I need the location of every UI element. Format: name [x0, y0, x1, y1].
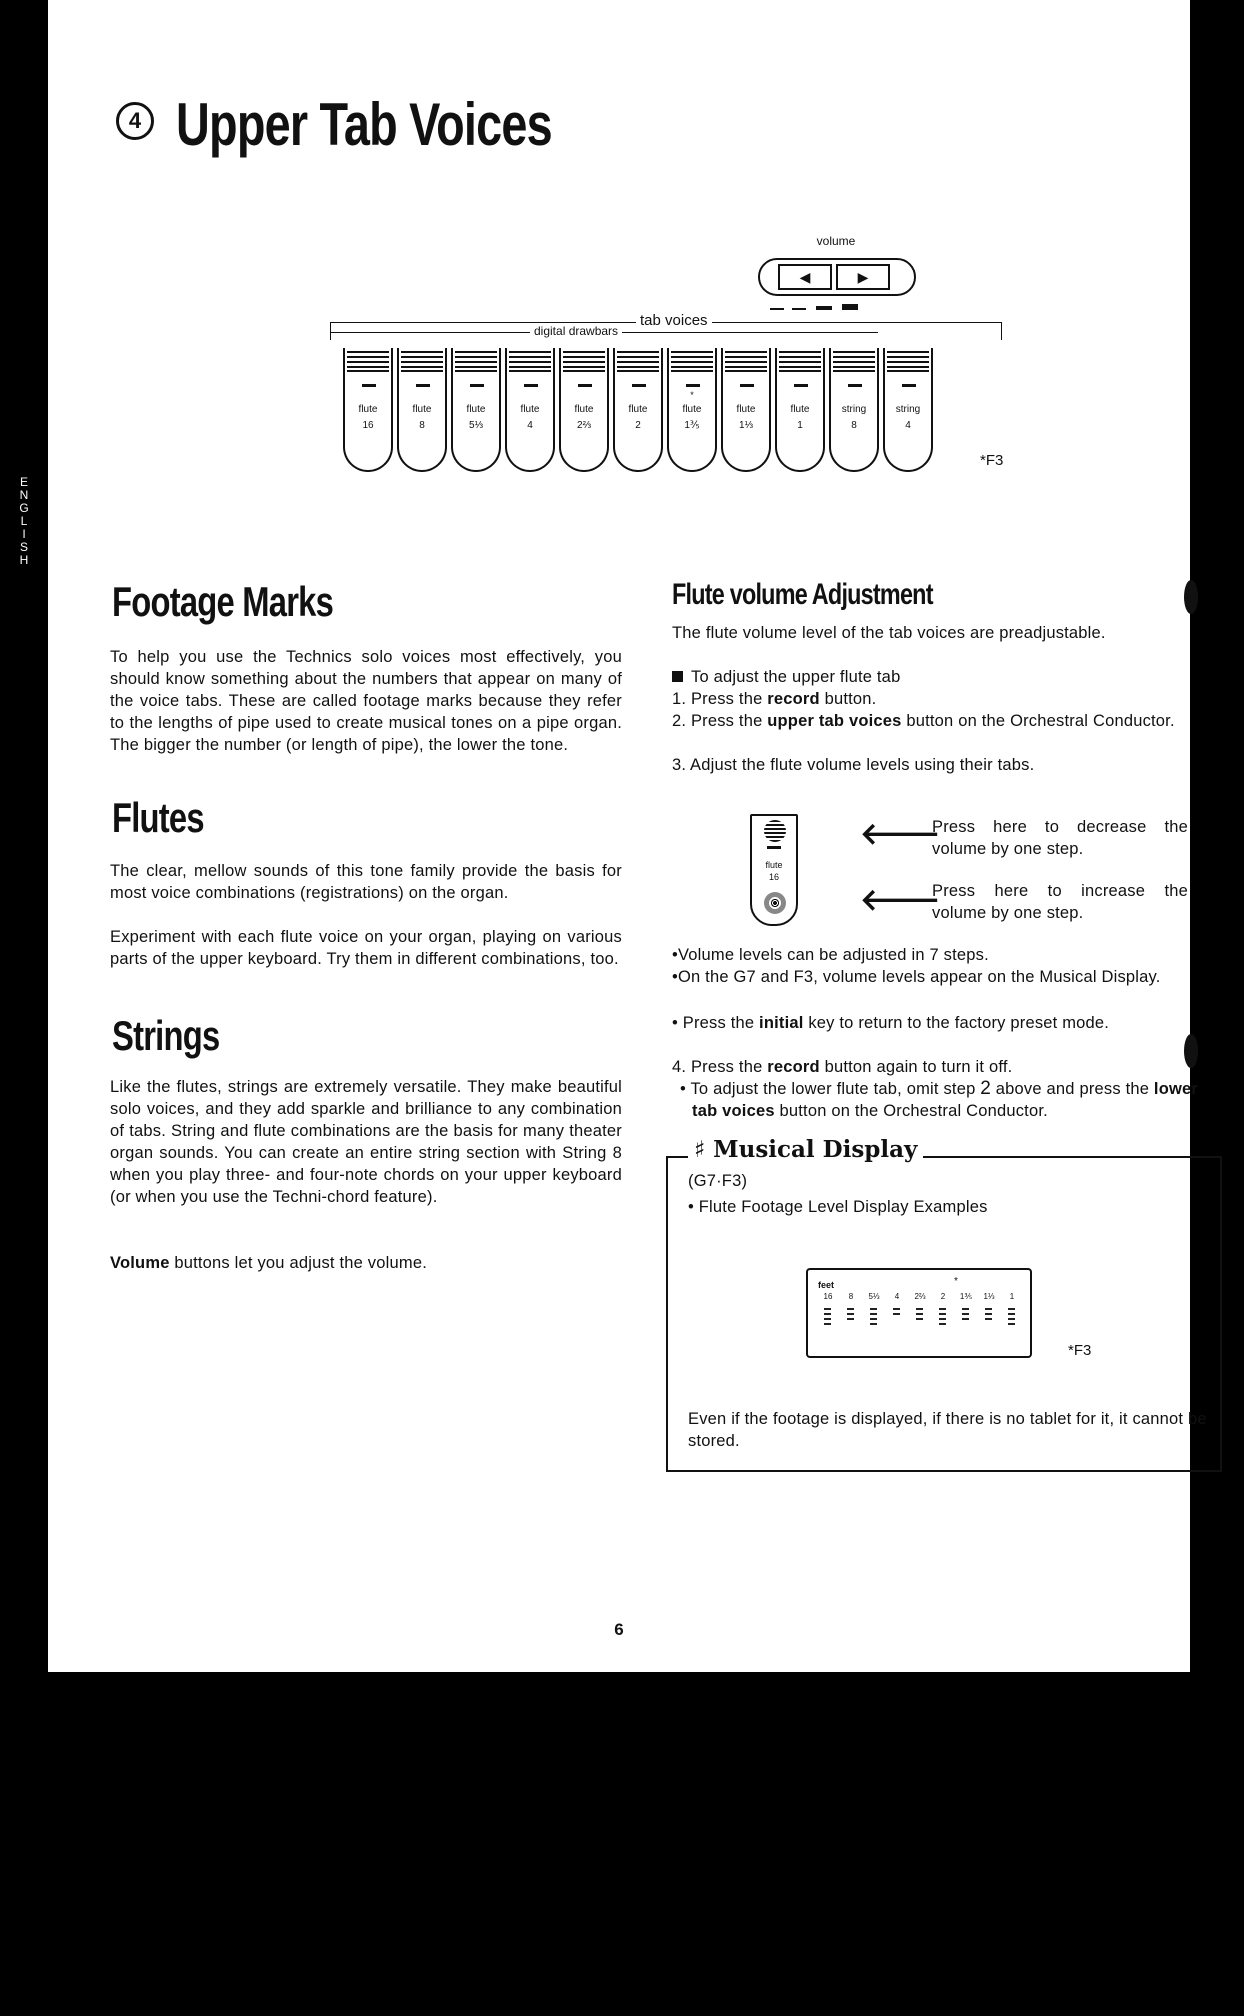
lcd-level-bar — [870, 1308, 877, 1310]
footage-marks-text: To help you use the Technics solo voices most effectively, you should know something about the numbers that appear on many of the voice tabs. These are called footage marks because they refer to the lengths of pipe used to create musical tones on a pipe organ. The bigger the number (or length of pipe), the lower the tone. — [110, 648, 622, 754]
lcd-display — [806, 1268, 1032, 1358]
tab-stripes — [887, 348, 929, 372]
drawbars-label: digital drawbars — [530, 324, 622, 338]
display-f3-note: *F3 — [1068, 1342, 1092, 1359]
lang-letter: G — [19, 501, 29, 515]
flutes-text-2: Experiment with each flute voice on your organ, playing on various parts of the upper keyboard. Try them in different combinations, too. — [110, 928, 622, 968]
volume-buttons — [758, 258, 916, 296]
section-number-badge — [116, 102, 154, 140]
lcd-level-bar — [870, 1318, 877, 1320]
lang-letter: I — [22, 527, 26, 541]
tab-name: string — [841, 404, 867, 415]
tab-level-dash — [362, 384, 376, 387]
tab-stripes — [509, 348, 551, 372]
mini-tab-bottom-button[interactable] — [764, 892, 786, 914]
tab-name: flute — [520, 404, 540, 415]
step-2: 2. Press the upper tab voices button on the Orchestral Conductor. — [672, 712, 1175, 730]
square-bullet-icon — [672, 671, 683, 682]
f3-note: *F3 — [980, 452, 1004, 469]
arrow-left-icon: 🡐 — [860, 818, 941, 851]
lcd-foot-label: 5⅓ — [868, 1292, 880, 1301]
flute-volume-intro: The flute volume level of the tab voices are preadjustable. — [672, 624, 1106, 642]
footage-marks-heading: Footage Marks — [112, 578, 334, 625]
tab-footage: 8 — [419, 420, 425, 431]
lcd-level-bar — [916, 1318, 923, 1320]
lcd-level-bar — [962, 1318, 969, 1320]
tab-level-dash — [632, 384, 646, 387]
voice-tab[interactable] — [505, 348, 555, 472]
page-title: Upper Tab Voices — [176, 91, 552, 158]
voice-tab[interactable] — [667, 348, 717, 472]
tab-footage: 2 — [635, 420, 641, 431]
tab-footage: 16 — [362, 420, 374, 431]
tab-name: flute — [736, 404, 756, 415]
arrow-left-icon: 🡐 — [860, 884, 941, 917]
strings-text: Like the flutes, strings are extremely versatile. They make beautiful solo voices, and they add sparkle and brilliance to any combination of tabs. String and flute combinations are the basis for many theater organ sounds. You can create an entire string section with String 8 when you play three- and four-note chords on your upper keyboard (or when you use the Techni-chord feature). — [110, 1078, 622, 1206]
lcd-level-bar — [893, 1313, 900, 1315]
tab-name: flute — [574, 404, 594, 415]
tab-name: flute — [412, 404, 432, 415]
volume-label: volume — [816, 234, 856, 248]
lcd-star: * — [954, 1276, 958, 1287]
lcd-foot-label: 1 — [1009, 1292, 1015, 1301]
step-5: • To adjust the lower flute tab, omit step 2 above and press the lower tab voices button on the Orchestral Conductor. — [680, 1078, 1199, 1120]
tab-stripes — [833, 348, 875, 372]
note-1: •Volume levels can be adjusted in 7 steps. — [672, 946, 989, 964]
section-number: 4 — [128, 108, 142, 133]
lcd-foot-label: 8 — [848, 1292, 854, 1301]
mini-tab-name: flute — [765, 860, 783, 870]
tab-stripes — [725, 348, 767, 372]
lcd-level-bar — [939, 1308, 946, 1310]
lang-letter: N — [19, 488, 29, 502]
tab-level-dash — [578, 384, 592, 387]
upper-tab-bullet-text: To adjust the upper flute tab — [691, 668, 901, 686]
lcd-level-bar — [985, 1308, 992, 1310]
note-3: • Press the initial key to return to the factory preset mode. — [672, 1014, 1110, 1032]
voice-tab[interactable] — [559, 348, 609, 472]
tab-stripes — [455, 348, 497, 372]
tab-name: flute — [466, 404, 486, 415]
lcd-level-bar — [847, 1313, 854, 1315]
lcd-foot-label: 16 — [823, 1292, 833, 1301]
language-tab — [0, 436, 48, 606]
flutes-heading: Flutes — [112, 794, 204, 841]
lcd-level-bar — [939, 1323, 946, 1325]
tab-footage: 1 — [797, 420, 803, 431]
tab-star: * — [690, 390, 694, 400]
page-number: 6 — [614, 1620, 624, 1639]
binder-hole-mark — [1184, 580, 1198, 614]
lcd-level-bar — [870, 1313, 877, 1315]
mini-tab-top-button[interactable] — [764, 820, 786, 842]
tab-level-dash — [416, 384, 430, 387]
lang-letter: E — [19, 475, 28, 489]
volume-note-bold: Volume — [110, 1254, 170, 1272]
step-4: 4. Press the record button again to turn it off. — [672, 1058, 1013, 1076]
tab-name: flute — [790, 404, 810, 415]
volume-down-button[interactable]: ◀ — [778, 264, 832, 290]
lcd-level-bar — [847, 1308, 854, 1310]
lcd-foot-label: 1⅗ — [959, 1292, 973, 1301]
step-3: 3. Adjust the flute volume levels using their tabs. — [672, 756, 1035, 774]
lcd-foot-label: 2 — [940, 1292, 946, 1301]
tab-footage: 1⅗ — [684, 420, 700, 431]
lcd-level-bar — [939, 1313, 946, 1315]
lcd-foot-label: 2⅔ — [914, 1292, 926, 1301]
mini-tab-foot: 16 — [768, 872, 779, 882]
tab-level-dash — [902, 384, 916, 387]
voice-tab[interactable] — [883, 348, 933, 472]
tab-footage: 4 — [905, 420, 911, 431]
tab-stripes — [401, 348, 443, 372]
mini-flute-tab[interactable] — [750, 814, 798, 926]
tab-level-dash — [470, 384, 484, 387]
voice-tab[interactable] — [829, 348, 879, 472]
lang-letter: L — [20, 514, 28, 528]
lcd-level-bar — [847, 1318, 854, 1320]
display-models: (G7·F3) — [688, 1172, 748, 1190]
tab-name: flute — [628, 404, 648, 415]
tab-level-dash — [848, 384, 862, 387]
musical-display-label-wrap — [688, 1136, 923, 1163]
tab-voices-label: tab voices — [636, 312, 712, 329]
step-1: 1. Press the record button. — [672, 690, 877, 708]
tab-stripes — [779, 348, 821, 372]
tab-level-dash — [794, 384, 808, 387]
tab-stripes — [563, 348, 605, 372]
lcd-level-bar — [962, 1308, 969, 1310]
lcd-foot-label: 4 — [894, 1292, 900, 1301]
tab-footage: 2⅔ — [577, 420, 591, 431]
tab-footage: 5⅓ — [469, 420, 483, 431]
tab-name: flute — [682, 404, 702, 415]
tab-name: flute — [358, 404, 378, 415]
tab-stripes — [617, 348, 659, 372]
manual-page — [48, 0, 1207, 1672]
voice-tab[interactable] — [397, 348, 447, 472]
flute-volume-heading: Flute volume Adjustment — [672, 578, 933, 611]
volume-level-indicator — [770, 304, 890, 312]
increase-text: Press here to increase the volume by one step. — [932, 882, 1188, 922]
lcd-level-bar — [985, 1313, 992, 1315]
decrease-text: Press here to decrease the volume by one step. — [932, 818, 1188, 858]
lcd-level-bar — [824, 1313, 831, 1315]
lcd-title: feet — [818, 1280, 835, 1290]
tab-footage: 4 — [527, 420, 533, 431]
tab-level-dash — [740, 384, 754, 387]
strings-heading: Strings — [112, 1012, 220, 1059]
display-footer: Even if the footage is displayed, if there is no tablet for it, it cannot be stored. — [688, 1410, 1207, 1450]
display-subtitle: • Flute Footage Level Display Examples — [688, 1198, 988, 1216]
tab-name: string — [895, 404, 921, 415]
lang-letter: H — [19, 553, 29, 567]
lcd-level-bar — [916, 1313, 923, 1315]
lcd-foot-label: 1⅓ — [983, 1292, 995, 1301]
lcd-level-bar — [824, 1318, 831, 1320]
musical-display-label: Musical Display — [713, 1136, 918, 1163]
lang-letter: S — [19, 540, 28, 554]
lcd-level-bar — [916, 1308, 923, 1310]
volume-note — [110, 1252, 622, 1274]
lcd-level-bar — [939, 1318, 946, 1320]
binder-hole-mark — [1184, 1034, 1198, 1068]
volume-note-rest: buttons let you adjust the volume. — [169, 1254, 427, 1272]
voice-tab[interactable] — [343, 348, 393, 472]
volume-up-button[interactable]: ▶ — [836, 264, 890, 290]
lcd-level-bar — [893, 1308, 900, 1310]
flutes-text-1: The clear, mellow sounds of this tone family provide the basis for most voice combinations (registrations) on the organ. — [110, 862, 622, 902]
lcd-level-bar — [1008, 1313, 1015, 1315]
lcd-level-bar — [1008, 1308, 1015, 1310]
lcd-level-bar — [824, 1323, 831, 1325]
lcd-level-bar — [1008, 1318, 1015, 1320]
tab-footage: 1⅓ — [739, 420, 753, 431]
lcd-level-bar — [870, 1323, 877, 1325]
music-note-icon: ♯ — [694, 1136, 706, 1163]
tab-stripes — [671, 348, 713, 372]
voice-tab[interactable] — [613, 348, 663, 472]
lcd-level-bar — [962, 1313, 969, 1315]
tab-stripes — [347, 348, 389, 372]
tab-level-dash — [524, 384, 538, 387]
lcd-level-bar — [985, 1318, 992, 1320]
tab-footage: 8 — [851, 420, 857, 431]
voice-tab[interactable] — [775, 348, 825, 472]
tab-level-dash — [686, 384, 700, 387]
voice-tab[interactable] — [451, 348, 501, 472]
voice-tab[interactable] — [721, 348, 771, 472]
lcd-level-bar — [1008, 1323, 1015, 1325]
lcd-level-bar — [824, 1308, 831, 1310]
upper-tab-bullet — [672, 666, 1220, 688]
note-2: •On the G7 and F3, volume levels appear on the Musical Display. — [672, 968, 1161, 986]
